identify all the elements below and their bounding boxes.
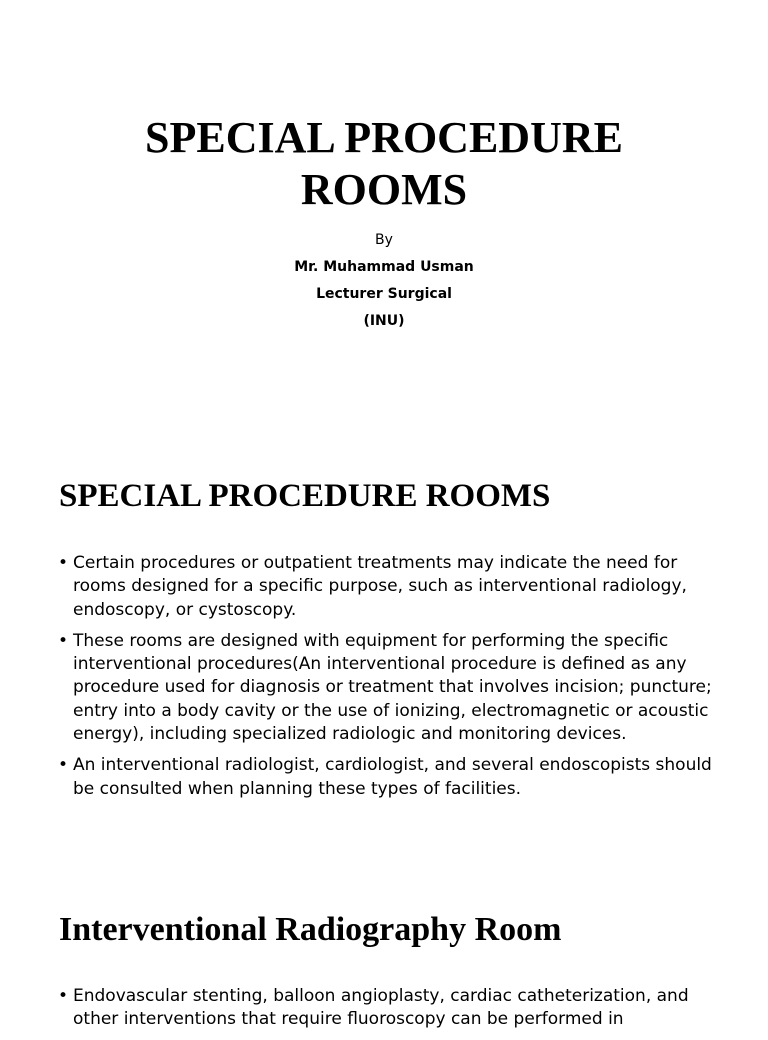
section-heading-special-procedure-rooms: SPECIAL PROCEDURE ROOMS <box>59 478 551 514</box>
bullet-item: • These rooms are designed with equipment for performing the specific interventional procedures(An interventional procedure is defined as any procedure used for diagnosis or treatment that involves incision; puncture; entry into a body cavity or the use of ionizing, electromagnetic or acoustic energy), including specialized radiologic and monitoring devices. <box>58 630 723 746</box>
author-name: Mr. Muhammad Usman <box>294 259 474 275</box>
author-role: Lecturer Surgical <box>316 286 452 302</box>
bullet-item: • Endovascular stenting, balloon angioplasty, cardiac catheterization, and other interventions that require fluoroscopy can be performed in <box>58 985 723 1032</box>
by-label: By <box>375 232 393 248</box>
presentation-title <box>0 112 768 216</box>
section-heading-interventional-radiography-room: Interventional Radiography Room <box>59 911 562 948</box>
title-slide <box>0 0 768 430</box>
bullet-item: • An interventional radiologist, cardiologist, and several endoscopists should be consulted when planning these types of facilities. <box>58 754 723 801</box>
title-line-2: ROOMS <box>300 165 468 214</box>
bullet-item: • Certain procedures or outpatient treatments may indicate the need for rooms designed for a specific purpose, such as interventional radiology, endoscopy, or cystoscopy. <box>58 552 723 622</box>
special-procedure-bullet-list <box>58 552 723 809</box>
interventional-radiography-bullet-list <box>58 985 723 1040</box>
title-line-1: SPECIAL PROCEDURE <box>145 113 623 162</box>
author-organization: (INU) <box>363 313 405 329</box>
